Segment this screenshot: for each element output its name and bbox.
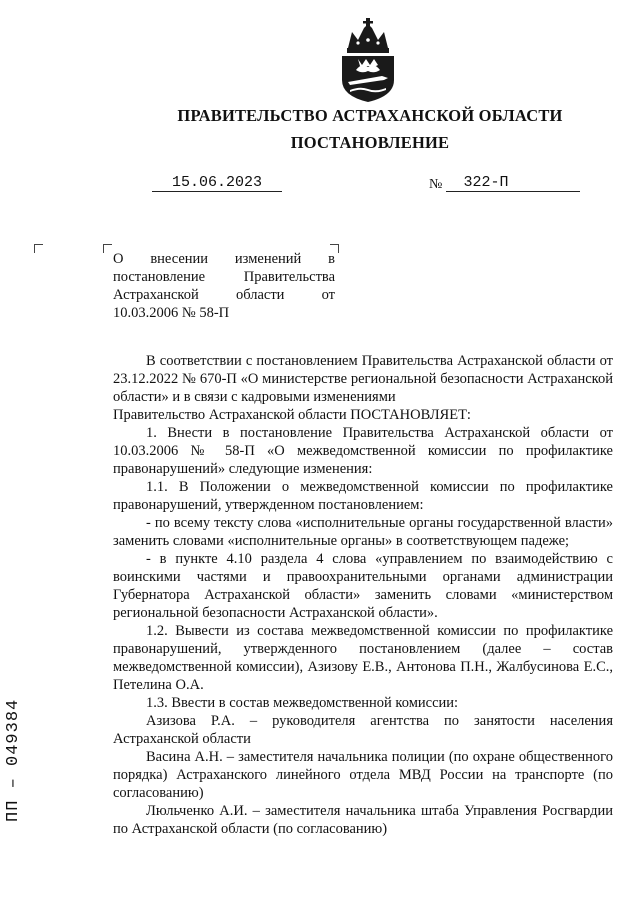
document-date: 15.06.2023 bbox=[171, 174, 262, 191]
coat-of-arms-emblem bbox=[336, 18, 400, 102]
item-1-paragraph: 1. Внести в постановление Правительства Астраханской области от 10.03.2006 № 58-П «О межведомственной комиссии по профилактике правонарушений» следующие изменения: bbox=[113, 425, 613, 477]
item-1-1-dash-2: - в пункте 4.10 раздела 4 слова «управлением по взаимодействию с воинскими частями и правоохранительными органами администрации Губернатора Астраханской области» заменить словами «министерством региональной безопасности Астраханской области». bbox=[113, 551, 613, 621]
document-body bbox=[113, 352, 613, 838]
preamble-paragraph: В соответствии с постановлением Правительства Астраханской области от 23.12.2022 № 670-П «О министерстве региональной безопасности Астраханской области» и в связи с кадровыми изменениями bbox=[113, 353, 613, 405]
document-subject: О внесении изменений в постановление Правительства Астраханской области от 10.03.2006 № 58-П bbox=[113, 251, 335, 321]
document-number: 322-П bbox=[463, 174, 509, 191]
item-1-3-paragraph: 1.3. Ввести в состав межведомственной комиссии: bbox=[146, 695, 459, 711]
number-underline bbox=[446, 191, 580, 192]
number-sign: № bbox=[429, 177, 443, 192]
item-1-1-paragraph: 1.1. В Положении о межведомственной комиссии по профилактике правонарушений, утвержденном постановлением: bbox=[113, 479, 613, 513]
document-type-title: ПОСТАНОВЛЕНИЕ bbox=[290, 133, 450, 152]
serial-number: ПП – 049384 bbox=[4, 698, 23, 822]
member-vasin: Васина А.Н. – заместителя начальника полиции (по охране общественного порядка) Астраханского линейного отдела МВД России на транспорте (по согласованию) bbox=[113, 749, 613, 801]
corner-mark-subject-left bbox=[103, 244, 112, 253]
member-lyulchenko: Люльченко А.И. – заместителя начальника штаба Управления Росгвардии по Астраханской области (по согласованию) bbox=[113, 803, 613, 837]
resolves-line: Правительство Астраханской области ПОСТАНОВЛЯЕТ: bbox=[113, 407, 471, 423]
item-1-2-paragraph: 1.2. Вывести из состава межведомственной комиссии по профилактике правонарушений, утвержденного постановлением (далее – состав межведомственной комиссии), Азизову Е.В., Антонова П.Н., Жалбусинова Е.С., Петелина О.А. bbox=[113, 623, 613, 693]
member-azizov: Азизова Р.А. – руководителя агентства по занятости населения Астраханской области bbox=[113, 713, 613, 747]
government-title: ПРАВИТЕЛЬСТВО АСТРАХАНСКОЙ ОБЛАСТИ bbox=[177, 106, 563, 125]
item-1-1-dash-1: - по всему тексту слова «исполнительные органы государственной власти» заменить словами «исполнительные органы» в соответствующем падеже; bbox=[113, 515, 613, 549]
corner-mark-left bbox=[34, 244, 43, 253]
date-underline bbox=[152, 191, 282, 192]
